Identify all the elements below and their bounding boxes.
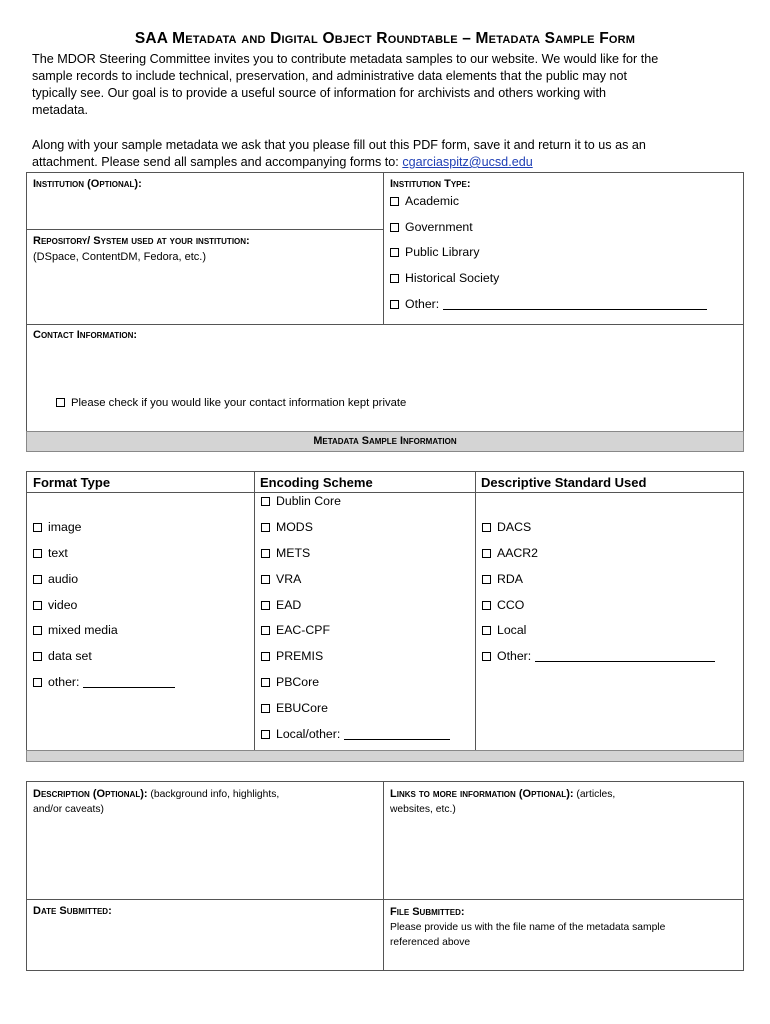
checkbox-icon[interactable]: [390, 197, 399, 206]
divider: [26, 899, 744, 900]
table-footer-bar: [26, 750, 744, 762]
encoding-option-dublin-core[interactable]: Dublin Core: [261, 494, 341, 508]
repository-label: Repository/ System used at your institution:: [33, 235, 250, 247]
checkbox-icon[interactable]: [482, 549, 491, 558]
intro-line: Along with your sample metadata we ask that you please fill out this PDF form, save it and return it to us as an: [32, 138, 646, 152]
email-link[interactable]: cgarciaspitz@ucsd.edu: [402, 155, 533, 169]
intro-line: The MDOR Steering Committee invites you to contribute metadata samples to our website. We would like for the: [32, 52, 659, 66]
descriptive-option-rda[interactable]: RDA: [482, 572, 523, 586]
checkbox-icon[interactable]: [261, 678, 270, 687]
page-title: SAA Metadata and Digital Object Roundtable – Metadata Sample Form: [134, 30, 636, 47]
checkbox-icon[interactable]: [390, 248, 399, 257]
divider: [383, 172, 384, 325]
intro-line: metadata.: [32, 103, 89, 117]
contact-label: Contact Information:: [33, 329, 138, 341]
checkbox-icon[interactable]: [261, 652, 270, 661]
divider: [383, 781, 384, 971]
metadata-section-bar: Metadata Sample Information: [26, 431, 744, 452]
description-label: Description (Optional):: [33, 788, 148, 800]
divider: [26, 492, 744, 493]
metadata-table: [26, 471, 744, 751]
institution-type-academic[interactable]: Academic: [390, 194, 459, 208]
repository-hint: (DSpace, ContentDM, Fedora, etc.): [33, 251, 207, 263]
intro-paragraph-1: [32, 51, 742, 119]
format-option-mixed-media[interactable]: mixed media: [33, 623, 118, 637]
encoding-option-local-other[interactable]: Local/other:: [261, 727, 450, 741]
checkbox-icon[interactable]: [56, 398, 65, 407]
encoding-option-eac-cpf[interactable]: EAC-CPF: [261, 623, 330, 637]
date-submitted-label: Date Submitted:: [33, 905, 112, 917]
checkbox-icon[interactable]: [33, 652, 42, 661]
checkbox-icon[interactable]: [482, 626, 491, 635]
description-field[interactable]: Description (Optional): (background info, highlights, and/or caveats): [33, 788, 280, 815]
links-label: Links to more information (Optional):: [390, 788, 574, 800]
checkbox-icon[interactable]: [33, 575, 42, 584]
checkbox-icon[interactable]: [33, 549, 42, 558]
intro-line: typically see. Our goal is to provide a useful source of information for archivists and others working with: [32, 86, 606, 100]
encoding-option-vra[interactable]: VRA: [261, 572, 301, 586]
checkbox-icon[interactable]: [261, 575, 270, 584]
format-type-header: Format Type: [33, 475, 111, 490]
checkbox-icon[interactable]: [33, 601, 42, 610]
intro-line: attachment. Please send all samples and accompanying forms to: cgarciaspitz@ucsd.edu: [32, 155, 533, 169]
checkbox-icon[interactable]: [261, 730, 270, 739]
divider: [254, 471, 255, 751]
format-option-other[interactable]: other:: [33, 675, 175, 689]
checkbox-icon[interactable]: [33, 523, 42, 532]
intro-line: sample records to include technical, preservation, and administrative data elements that the public may not: [32, 69, 628, 83]
encoding-option-mods[interactable]: MODS: [261, 520, 313, 534]
descriptive-option-dacs[interactable]: DACS: [482, 520, 531, 534]
descriptive-standard-header: Descriptive Standard Used: [481, 475, 647, 490]
institution-label: Institution (Optional):: [33, 178, 142, 190]
descriptive-option-aacr2[interactable]: AACR2: [482, 546, 538, 560]
contact-private-check[interactable]: Please check if you would like your contact information kept private: [56, 397, 406, 409]
institution-type-historical-society[interactable]: Historical Society: [390, 271, 499, 285]
institution-type-other[interactable]: Other:: [390, 297, 707, 311]
checkbox-icon[interactable]: [482, 523, 491, 532]
descriptive-other-field[interactable]: [535, 661, 715, 662]
checkbox-icon[interactable]: [261, 601, 270, 610]
format-option-text[interactable]: text: [33, 546, 68, 560]
descriptive-option-cco[interactable]: CCO: [482, 598, 524, 612]
descriptive-option-local[interactable]: Local: [482, 623, 526, 637]
encoding-option-ead[interactable]: EAD: [261, 598, 301, 612]
file-submitted-field[interactable]: File Submitted: Please provide us with the file name of the metadata sample referenced above: [390, 905, 735, 950]
checkbox-icon[interactable]: [33, 626, 42, 635]
encoding-option-ebucore[interactable]: EBUCore: [261, 701, 328, 715]
checkbox-icon[interactable]: [482, 601, 491, 610]
encoding-scheme-header: Encoding Scheme: [260, 475, 373, 490]
checkbox-icon[interactable]: [482, 575, 491, 584]
checkbox-icon[interactable]: [261, 523, 270, 532]
checkbox-icon[interactable]: [261, 497, 270, 506]
institution-type-public-library[interactable]: Public Library: [390, 245, 480, 259]
checkbox-icon[interactable]: [261, 626, 270, 635]
links-field[interactable]: Links to more information (Optional): (articles, websites, etc.): [390, 788, 616, 815]
format-other-field[interactable]: [83, 687, 175, 688]
institution-type-government[interactable]: Government: [390, 220, 473, 234]
checkbox-icon[interactable]: [482, 652, 491, 661]
other-field[interactable]: [443, 309, 707, 310]
checkbox-icon[interactable]: [33, 678, 42, 687]
format-option-data-set[interactable]: data set: [33, 649, 92, 663]
checkbox-icon[interactable]: [390, 300, 399, 309]
divider: [475, 471, 476, 751]
divider: [26, 229, 383, 230]
encoding-other-field[interactable]: [344, 739, 450, 740]
encoding-option-premis[interactable]: PREMIS: [261, 649, 323, 663]
checkbox-icon[interactable]: [390, 274, 399, 283]
descriptive-option-other[interactable]: Other:: [482, 649, 715, 663]
checkbox-icon[interactable]: [390, 223, 399, 232]
format-option-audio[interactable]: audio: [33, 572, 78, 586]
file-submitted-label: File Submitted:: [390, 906, 465, 918]
format-option-video[interactable]: video: [33, 598, 77, 612]
checkbox-icon[interactable]: [261, 704, 270, 713]
institution-type-label: Institution Type:: [390, 178, 471, 190]
format-option-image[interactable]: image: [33, 520, 82, 534]
intro-paragraph-2: [32, 137, 742, 171]
encoding-option-mets[interactable]: METS: [261, 546, 310, 560]
checkbox-icon[interactable]: [261, 549, 270, 558]
encoding-option-pbcore[interactable]: PBCore: [261, 675, 319, 689]
